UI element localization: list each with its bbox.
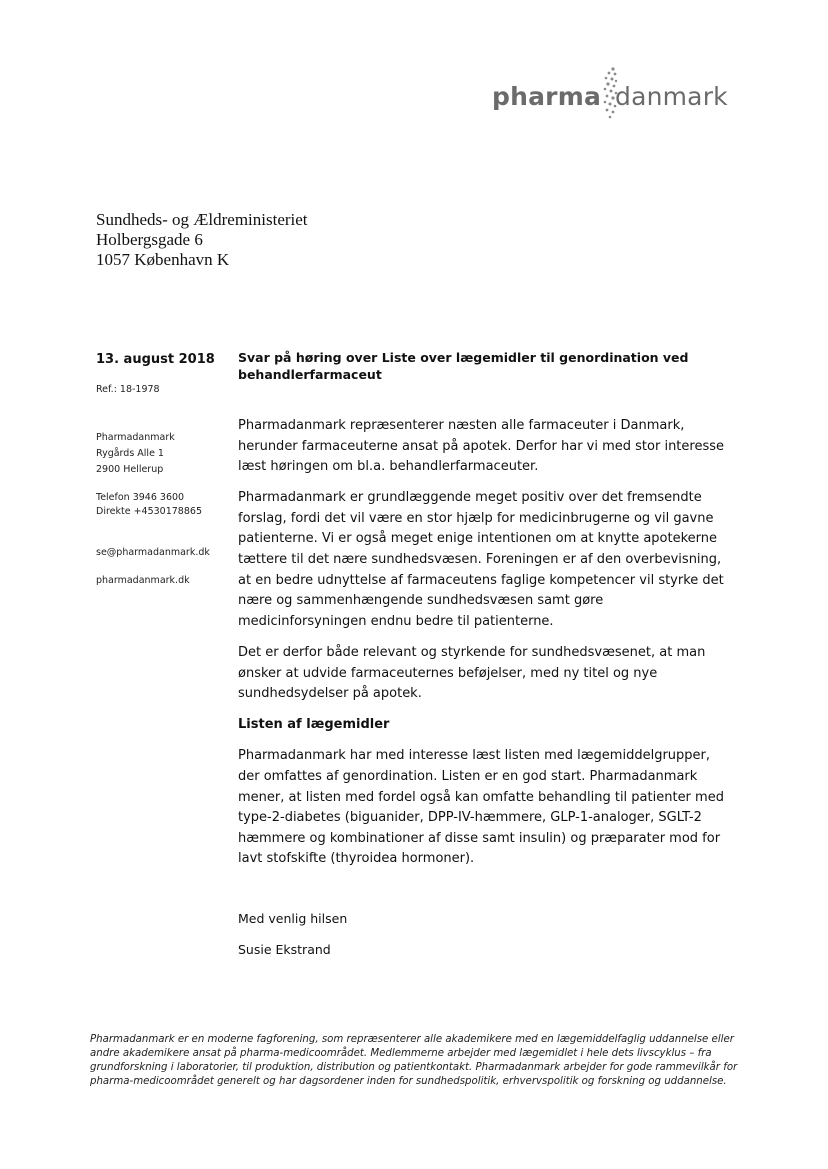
sender-website: pharmadanmark.dk <box>96 575 190 586</box>
recipient-address <box>96 210 308 270</box>
sender-name: Pharmadanmark <box>96 432 175 443</box>
sender-phones <box>96 491 202 518</box>
letter-date: 13. august 2018 <box>96 352 215 367</box>
logo-word-pharma: pharma <box>492 82 602 111</box>
sender-direct-phone: Direkte +4530178865 <box>96 505 202 517</box>
section-heading: Listen af lægemidler <box>238 717 390 733</box>
sender-phone: Telefon 3946 3600 <box>96 492 185 503</box>
recipient-line-2: Holbergsgade 6 <box>96 230 203 249</box>
letter-body <box>238 416 728 880</box>
closing-greeting: Med venlig hilsen <box>238 911 348 926</box>
sender-street: Rygårds Alle 1 <box>96 448 164 459</box>
sender-city: 2900 Hellerup <box>96 464 164 475</box>
sender-address <box>96 430 175 478</box>
sender-email: se@pharmadanmark.dk <box>96 547 210 558</box>
body-paragraph-4: Pharmadanmark har med interesse læst listen med lægemiddelgrupper, der omfattes af genordination. Listen er en god start. Pharmadanmark mener, at listen med fordel også kan omfatte behandling til patienter med type-2-diabetes (biguanider, DPP-IV-hæmmere, GLP-1-analoger, SGLT-2 hæmmere og kombinationer af disse samt insulin) og præparater mod for lavt stofskifte (thyroidea hormoner). <box>238 748 724 867</box>
body-paragraph-3: Det er derfor både relevant og styrkende for sundhedsvæsenet, at man ønsker at udvide farmaceuternes beføjelser, med ny titel og nye sundhedsydelser på apotek. <box>238 644 706 702</box>
signer-name: Susie Ekstrand <box>238 942 331 957</box>
recipient-line-3: 1057 København K <box>96 250 230 269</box>
letter-subject: Svar på høring over Liste over lægemidler til genordination ved behandlerfarmaceut <box>238 350 689 382</box>
recipient-line-1: Sundheds- og Ældreministeriet <box>96 210 308 229</box>
body-paragraph-2: Pharmadanmark er grundlæggende meget positiv over det fremsendte forslag, fordi det vil være en stor hjælp for medicinbrugerne og vil gavne patienterne. Vi er også meget enige intentionen om at knytte apotekerne tættere til det nære sundhedsvæsen. Foreningen er af den overbevisning, at en bedre udnyttelse af farmaceutens faglige kompetencer vil styrke det nære og sammenhængende sundhedsvæsen samt gøre medicinforsyningen endnu bedre til patienterne. <box>238 490 724 629</box>
footer-statement: Pharmadanmark er en moderne fagforening, som repræsenterer alle akademikere med en lægemiddelfaglig uddannelse eller andre akademikere ansat på pharma-medicoområdet. Medlemmerne arbejder med lægemidlet i hele dets livscyklus – fra grundforskning i laboratorier, til produktion, distribution og patientkontakt. Pharmadanmark arbejder for gode rammevilkår for pharma-medicoområdet generelt og har dagsordener inden for sundhedspolitik, erhvervspolitik og forskning og uddannelse. <box>90 1034 738 1087</box>
pharmadanmark-logo <box>492 66 742 126</box>
reference-number: Ref.: 18-1978 <box>96 384 160 395</box>
logo-word-danmark: danmark <box>615 82 728 111</box>
body-paragraph-1: Pharmadanmark repræsenterer næsten alle farmaceuter i Danmark, herunder farmaceuterne ansat på apotek. Derfor har vi med stor interesse læst høringen om bl.a. behandlerfarmaceuter. <box>238 418 725 475</box>
